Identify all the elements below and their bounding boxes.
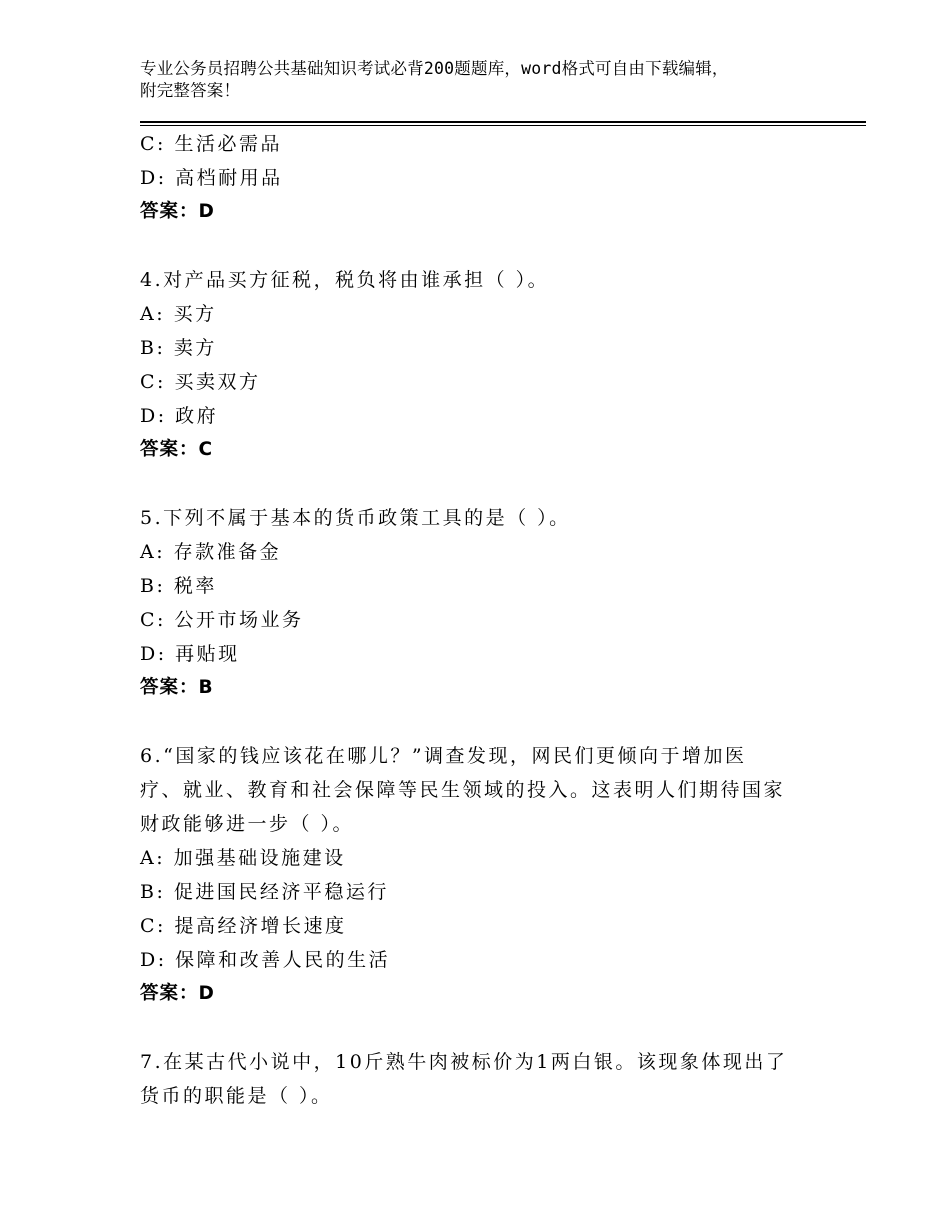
answer-line: 答案：D (140, 201, 215, 222)
option-line: B: 卖方 (140, 337, 217, 359)
option-line: D: 保障和改善人民的生活 (140, 949, 391, 971)
option-line: A: 买方 (140, 303, 217, 325)
option-line: A: 存款准备金 (140, 541, 282, 563)
option-line: C: 生活必需品 (140, 133, 282, 155)
option-line: B: 促进国民经济平稳运行 (140, 881, 389, 903)
answer-line: 答案：B (140, 677, 214, 698)
question-stem-line: 财政能够进一步（ ）。 (140, 813, 355, 835)
block-gap (140, 705, 840, 739)
block-gap (140, 1011, 840, 1045)
option-line: D: 再贴现 (140, 643, 240, 665)
question-stem-line: 5.下列不属于基本的货币政策工具的是（ ）。 (140, 507, 571, 529)
option-line: D: 政府 (140, 405, 219, 427)
block-gap (140, 467, 840, 501)
header-rule-thick (140, 121, 866, 123)
block-gap (140, 229, 840, 263)
question-stem-line: 4.对产品买方征税，税负将由谁承担（ ）。 (140, 269, 550, 291)
option-line: C: 买卖双方 (140, 371, 261, 393)
question-stem-line: 6.“国家的钱应该花在哪儿？”调查发现，网民们更倾向于增加医 (140, 745, 747, 767)
header-line-1: 专业公务员招聘公共基础知识考试必背200题题库，word格式可自由下载编辑， (140, 59, 729, 78)
header-rule-thin (140, 125, 866, 126)
answer-line: 答案：D (140, 983, 215, 1004)
page-header (140, 58, 820, 102)
option-line: D: 高档耐用品 (140, 167, 283, 189)
option-line: C: 提高经济增长速度 (140, 915, 347, 937)
question-stem-line: 疗、就业、教育和社会保障等民生领域的投入。这表明人们期待国家 (140, 779, 786, 801)
answer-line: 答案：C (140, 439, 214, 460)
question-stem-line: 7.在某古代小说中，10斤熟牛肉被标价为1两白银。该现象体现出了 (140, 1051, 788, 1073)
header-line-2: 附完整答案！ (140, 81, 241, 100)
question-list (140, 127, 840, 1113)
option-line: A: 加强基础设施建设 (140, 847, 346, 869)
option-line: B: 税率 (140, 575, 217, 597)
question-stem-line: 货币的职能是（ ）。 (140, 1085, 333, 1107)
option-line: C: 公开市场业务 (140, 609, 304, 631)
